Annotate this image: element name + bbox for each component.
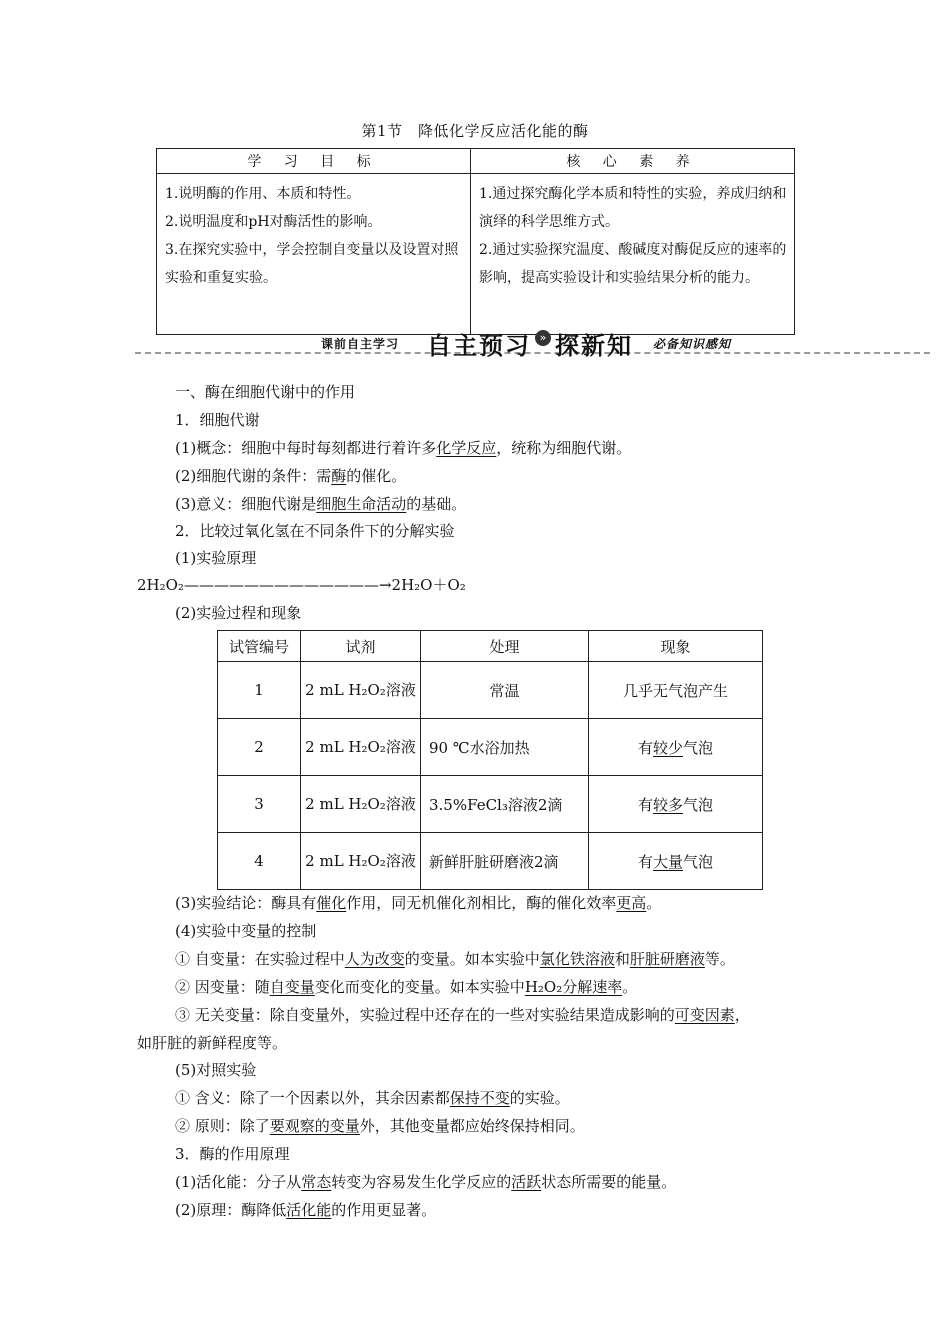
table-row: 3 2 mL H₂O₂溶液 3.5%FeCl₃溶液2滴 有较多气泡 (218, 776, 763, 833)
paragraph: (2)原理：酶降低活化能的作用更显著。 (175, 1201, 437, 1219)
page-title: 第1节 降低化学反应活化能的酶 (361, 122, 589, 140)
goal-item: 1.说明酶的作用、本质和特性。 (165, 186, 361, 202)
banner-title-1: 自主预习 (427, 332, 531, 360)
subsection-heading: 3．酶的作用原理 (175, 1145, 290, 1163)
paragraph: ② 原则：除了要观察的变量外，其他变量都应始终保持相同。 (175, 1117, 585, 1135)
section-heading: 一、酶在细胞代谢中的作用 (175, 383, 356, 401)
paragraph: ③ 无关变量：除自变量外，实验过程中还存在的一些对实验结果造成影响的可变因素， (175, 1006, 750, 1024)
table-header: 现象 (589, 631, 763, 662)
paragraph: ① 含义：除了一个因素以外，其余因素都保持不变的实验。 (175, 1089, 570, 1107)
table-header: 试管编号 (218, 631, 301, 662)
paragraph: (2)实验过程和现象 (175, 604, 302, 622)
goal-item: 3.在探究实验中，学会控制自变量以及设置对照实验和重复实验。 (165, 242, 459, 286)
goals-header: 学 习 目 标 (157, 149, 471, 174)
banner-divider (135, 352, 930, 354)
paragraph: (3)意义：细胞代谢是细胞生命活动的基础。 (175, 495, 467, 513)
banner-title-2: 探新知 (555, 332, 633, 360)
paragraph: (2)细胞代谢的条件：需酶的催化。 (175, 467, 407, 485)
literacy-header: 核 心 素 养 (471, 149, 795, 174)
paragraph: ① 自变量：在实验过程中人为改变的变量。如本实验中氯化铁溶液和肝脏研磨液等。 (175, 950, 735, 968)
paragraph: (1)概念：细胞中每时每刻都进行着许多化学反应，统称为细胞代谢。 (175, 439, 632, 457)
subsection-heading: 1．细胞代谢 (175, 411, 260, 429)
literacy-cell (471, 174, 795, 335)
literacy-item: 1.通过探究酶化学本质和特性的实验，养成归纳和演绎的科学思维方式。 (479, 186, 787, 230)
arrow-icon: —————————————→ (183, 576, 392, 594)
paragraph: 如肝脏的新鲜程度等。 (137, 1034, 288, 1052)
subsection-heading: 2．比较过氧化氢在不同条件下的分解实验 (175, 522, 455, 540)
paragraph: (1)实验原理 (175, 549, 257, 567)
paragraph: (3)实验结论：酶具有催化作用，同无机催化剂相比，酶的催化效率更高。 (175, 894, 662, 912)
table-row: 2 2 mL H₂O₂溶液 90 ℃水浴加热 有较少气泡 (218, 719, 763, 776)
paragraph: (4)实验中变量的控制 (175, 922, 317, 940)
literacy-item: 2.通过实验探究温度、酸碱度对酶促反应的速率的影响，提高实验设计和实验结果分析的能力。 (479, 242, 787, 286)
paragraph: (5)对照实验 (175, 1061, 257, 1079)
experiment-table (217, 630, 763, 890)
paragraph: ② 因变量：随自变量变化而变化的变量。如本实验中H₂O₂分解速率。 (175, 978, 638, 996)
table-row: 4 2 mL H₂O₂溶液 新鲜肝脏研磨液2滴 有大量气泡 (218, 833, 763, 890)
table-header: 处理 (421, 631, 589, 662)
learning-goals-table (156, 148, 795, 335)
table-row: 1 2 mL H₂O₂溶液 常温 几乎无气泡产生 (218, 662, 763, 719)
banner-right-label: 必备知识感知 (653, 337, 732, 351)
goal-item: 2.说明温度和pH对酶活性的影响。 (165, 214, 382, 230)
chemical-equation: 2H₂O₂—————————————→2H₂O＋O₂ (137, 576, 466, 594)
section-banner (135, 326, 930, 360)
goals-cell (157, 174, 471, 335)
table-header: 试剂 (301, 631, 421, 662)
chevron-right-icon: » (535, 330, 551, 346)
paragraph: (1)活化能：分子从常态转变为容易发生化学反应的活跃状态所需要的能量。 (175, 1173, 677, 1191)
banner-left-label: 课前自主学习 (321, 337, 400, 351)
